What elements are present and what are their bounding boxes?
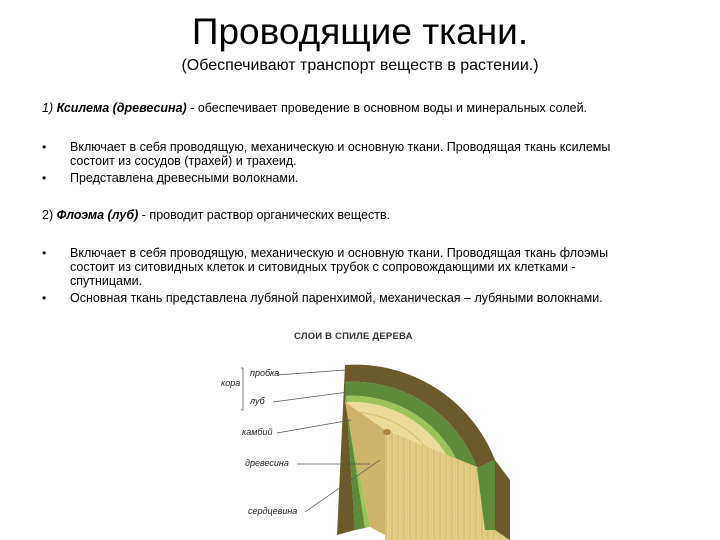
xylem-description: - обеспечивает проведение в основном воды и минеральных солей. xyxy=(186,101,588,115)
bullet-icon: • xyxy=(42,291,47,305)
phloem-bullet-1-line-3: спутницами. xyxy=(70,274,143,288)
leader-bast xyxy=(273,392,348,402)
label-cork: пробка xyxy=(250,368,280,378)
page-subtitle: (Обеспечивают транспорт веществ в растении.) xyxy=(181,57,539,74)
bark-brace xyxy=(241,368,243,410)
label-pith: сердцевина xyxy=(248,506,298,516)
bullet-icon: • xyxy=(42,140,47,154)
label-bark: кора xyxy=(221,378,241,388)
right-cork-edge xyxy=(495,460,510,540)
bullet-icon: • xyxy=(42,246,47,260)
xylem-number: 1) xyxy=(42,101,54,115)
phloem-description: - проводит раствор органических веществ. xyxy=(138,208,391,222)
leader-cork xyxy=(277,370,345,375)
pith-center xyxy=(383,429,391,435)
label-bast: луб xyxy=(250,396,265,406)
xylem-heading xyxy=(42,101,587,115)
figure-caption: СЛОИ В СПИЛЕ ДЕРЕВА xyxy=(294,331,413,342)
leader-cambium xyxy=(277,420,351,433)
xylem-bullet-1-line-2: состоит из сосудов (трахей) и трахеид. xyxy=(70,154,297,168)
phloem-heading xyxy=(42,208,390,222)
label-wood: древесина xyxy=(245,458,289,468)
xylem-bullet-2-line-1: Представлена древесными волокнами. xyxy=(70,171,299,185)
phloem-number: 2) xyxy=(42,208,54,222)
phloem-bullet-2-line-1: Основная ткань представлена лубяной паренхимой, механическая – лубяными волокнами. xyxy=(70,291,603,305)
xylem-bullet-1-line-1: Включает в себя проводящую, механическую и основную ткани. Проводящая ткань ксилемы xyxy=(70,140,611,154)
phloem-term: Флоэма (луб) xyxy=(56,208,139,222)
label-cambium: камбий xyxy=(242,427,273,437)
page-title: Проводящие ткани. xyxy=(191,11,529,52)
xylem-term: Ксилема (древесина) xyxy=(56,101,187,115)
phloem-bullet-1-line-2: состоит из ситовидных клеток и ситовидных трубок с сопровождающими их клетками - xyxy=(70,260,576,274)
phloem-bullet-1-line-1: Включает в себя проводящую, механическую и основную ткани. Проводящая ткань флоэмы xyxy=(70,246,609,260)
bullet-icon: • xyxy=(42,171,47,185)
